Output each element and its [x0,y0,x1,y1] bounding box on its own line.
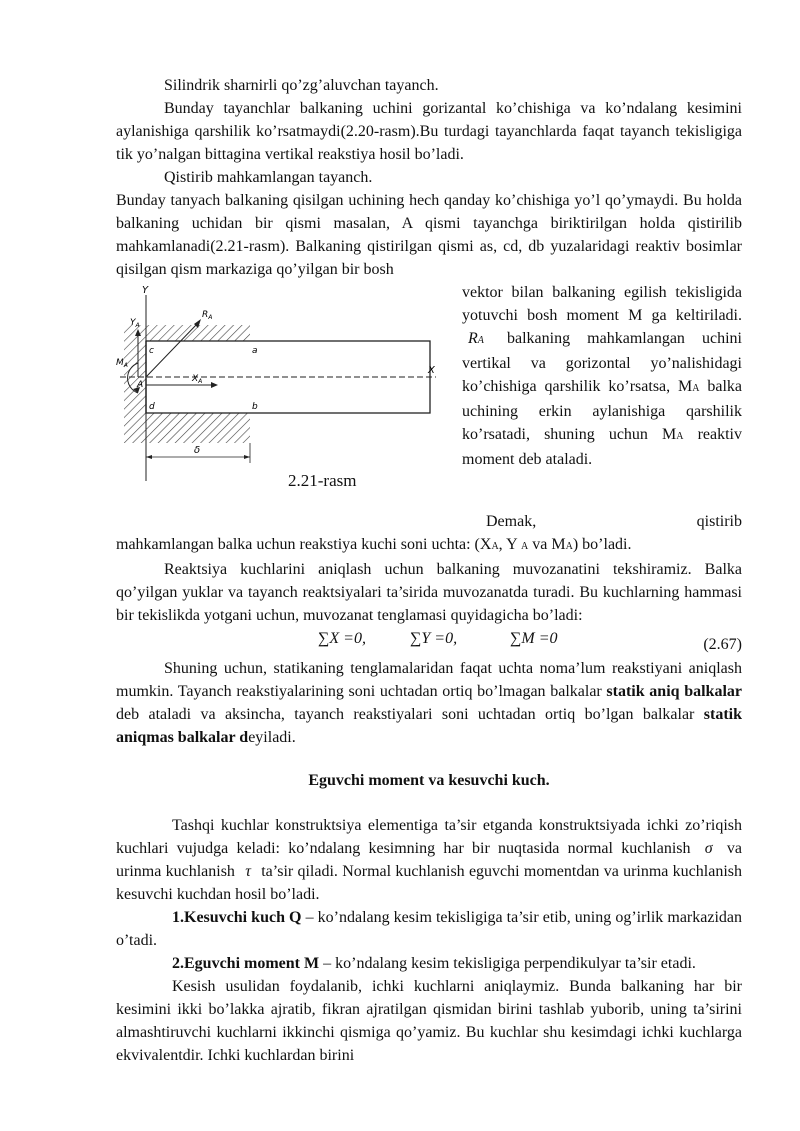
list-item-shear-force: 1.Kesuvchi kuch Q – ko’ndalang kesim tekisligiga ta’sir etib, uning og’irlik markazidan o’tadi. [116,909,742,949]
paragraph-fixed-support-title: Qistirib mahkamlangan tayanch. [164,169,373,186]
demak-word: Demak, [486,513,537,530]
paragraph-equilibrium: Reaktsiya kuchlarini aniqlash uchun balkaning muvozanatini tekshiramiz. Balka qo’yilgan yuklar va tayanch reaktsiyalari ta’sirida muvozanatda turadi. Bu kuchlarning hammasi bir tekislikda yotgani uchun, muvozanat tenglamasi quyidagicha bo’ladi: [116,561,742,624]
paragraph-static-determinate: Shuning uchun, statikaning tenglamalaridan faqat uchta noma’lum reakstiyani aniqlash mumkin. Tayanch reakstiyalarining soni uchtadan ortiq bo’lmagan balkalar statik aniq balkalar deb ataladi va aksincha, tayanch reakstiyalari soni uchtadan ortiq bo’lgan balkalar statik aniqmas balkalar deyiladi. [116,660,743,746]
equation-line [116,627,742,651]
label-ra: $R_A$ [202,310,213,321]
equation-sum-m: ∑M =0 [510,630,558,647]
side-text-line4: reaktiv moment deb ataladi. [462,426,742,468]
equation-sum-x: ∑X =0, [318,630,366,647]
side-sub2: A [676,431,684,442]
label-a-small: a [252,346,258,356]
label-ya: $Y_A$ [130,318,140,329]
label-ma: $M_A$ [116,358,128,369]
paragraph-demak: Demak, qistirib mahkamlangan balka uchun reakstiya kuchi soni uchta: (XA, Y A va MA) bo’ladi. [116,513,742,553]
list-item-bending-moment: 2.Eguvchi moment M – ko’ndalang kesim tekisligiga perpendikulyar ta’sir etadi. [172,955,696,972]
sigma-symbol: σ [704,840,713,857]
label-x-axis: X [428,365,435,376]
figure-block [116,281,742,514]
label-b: b [252,402,258,412]
paragraph-cylindrical-support-text: Bunday tayanchlar balkaning uchini gorizantal ko’chishiga va ko’ndalang kesimini aylanishiga qarshilik ko’rsatmaydi(2.20-rasm).Bu turdagi tayanchlarda faqat tayanch tekisligiga tik yo’nalgan bittagina vertikal reakstiya hosil bo’ladi. [116,100,742,163]
label-c: c [149,346,154,356]
figure-caption: 2.21-rasm [288,471,357,490]
label-xa: $X_A$ [192,374,203,385]
paragraph-internal-forces: Tashqi kuchlar konstruktsiya elementiga ta’sir etganda konstruktsiyada ichki zo’riqish kuchlari vujudga keladi: ko’ndalang kesimning har bir nuqtasida normal kuchlanish σ va urinma kuchlanish τ ta’sir qiladi. Normal kuchlanish eguvchi momentdan va urinma kuchlanish kesuvchi kuchdan hosil bo’ladi. [116,817,743,903]
equation-sum-y: ∑Y =0, [410,630,458,647]
ra-symbol: RA [468,330,484,347]
side-text-line3: balka uchining erkin aylanishiga qarshilik ko’rsatadi, shuning uchun M [462,378,743,443]
fixed-beam-diagram [116,281,452,514]
figure-side-text [462,281,742,471]
paragraph-cylindrical-support-title: Silindrik sharnirli qo’zg’aluvchan tayanch. [164,77,439,94]
label-y-axis: Y [142,285,149,296]
term-static-determinate: statik aniq balkalar [606,683,743,700]
paragraph-section-method: Kesish usulidan foydalanib, ichki kuchlarni aniqlaymiz. Bunda balkaning har bir kesimini ikki bo’lakka ajratib, fikran ajratilgan qismidan birini tashlab yuborib, uning ta’sirini almashtiruvchi kuchlarni ikkinchi qismiga qo’yamiz. Bu kuchlar shu kesimdagi ichki kuchlarga ekvivalentdir. Ichki kuchlardan birini [116,978,742,1064]
wall-hatch-right-bottom [146,413,250,443]
side-sub1: A [692,383,700,394]
label-d: d [149,402,155,412]
equation-number: (2.67) [703,636,742,653]
label-a-point: A [137,380,144,390]
side-text-line2: balkaning mahkamlangan uchini vertikal va gorizontal yo’nalishidagi ko’chishiga qarshilik ko’rsatsa, M [462,330,742,395]
side-text-line1: vektor bilan balkaning egilish tekisligida yotuvchi bosh moment M ga keltiriladi. [462,284,742,324]
tau-symbol: τ [245,863,251,880]
document-page [116,74,742,1067]
section-heading: Eguvchi moment va kesuvchi kuch. [308,772,550,789]
paragraph-fixed-support-text: Bunday tanyach balkaning qisilgan uchining hech qanday ko’chishiga yo’l qo’ymaydi. Bu holda balkaning uchidan bir qismi masalan, A qismi tayanchga biriktirilgan holda qistirilib mahkamlanadi(2.21-rasm). Balkaning qistirilgan qismi as, cd, db yuzalaridagi reaktiv bosimlar qisilgan qism markaziga qo’yilgan bir bosh [116,192,742,278]
term-static-indeterminate: statik aniqmas balkalar d [116,706,742,746]
label-dimension: δ [194,445,201,456]
demak-word2: qistirib [696,513,742,530]
